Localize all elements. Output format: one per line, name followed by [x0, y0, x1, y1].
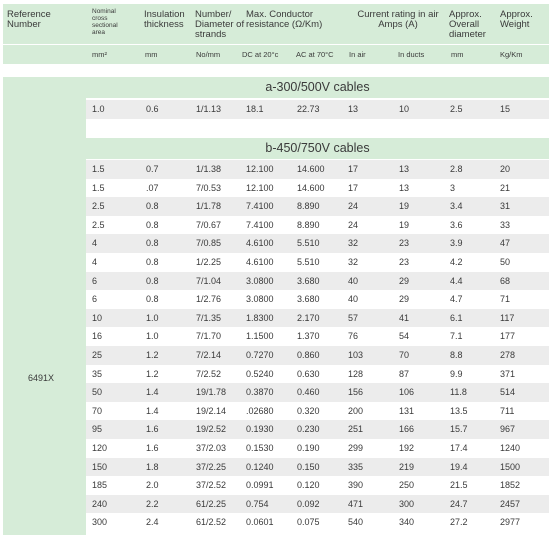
cell-dc-resistance: 18.1: [246, 104, 264, 114]
cell-weight: 1240: [500, 443, 521, 453]
cell-current-in-air: 24: [348, 201, 359, 212]
cell-insulation: 1.0: [146, 312, 159, 323]
cell-diameter: 21.5: [450, 480, 468, 491]
cell-insulation: 0.8: [146, 275, 159, 286]
cell-diameter: 3.6: [450, 219, 463, 230]
cell-dc-resistance: 0.5240: [246, 368, 274, 379]
header-resistance: Max. Conductor resistance (Ω/Km): [246, 9, 323, 30]
section-title-a: a-300/500V cables: [86, 77, 549, 98]
cell-cross-section: 10: [92, 312, 103, 323]
unit-weight: Kg/Km: [500, 50, 523, 59]
cell-cross-section: 185: [92, 480, 108, 491]
cell-strands: 7/1.04: [196, 275, 222, 286]
cell-current-in-ducts: 54: [399, 331, 410, 342]
cell-weight: 1852: [500, 480, 521, 491]
table-row: [86, 216, 549, 235]
unit-ac: AC at 70°C: [296, 50, 334, 59]
unit-dc: DC at 20°c: [242, 50, 279, 59]
cell-weight: 31: [500, 201, 511, 212]
cell-current-in-air: 24: [348, 219, 359, 230]
cell-dc-resistance: 1.1500: [246, 331, 274, 342]
cell-current-in-ducts: 29: [399, 275, 410, 286]
cell-weight: 21: [500, 182, 511, 193]
table-row: [86, 100, 549, 119]
cell-diameter: 2.5: [450, 104, 463, 114]
header-weight: Approx. Weight: [500, 9, 533, 30]
cell-weight: 15: [500, 104, 511, 114]
cell-weight: 47: [500, 238, 511, 249]
section-title-b: b-450/750V cables: [86, 138, 549, 159]
cell-ac-resistance: 3.680: [297, 275, 320, 286]
table-row: [86, 439, 549, 458]
cell-current-in-ducts: 13: [399, 164, 410, 174]
cell-dc-resistance: 0.754: [246, 498, 269, 509]
table-row: [86, 420, 549, 439]
cell-ac-resistance: 0.630: [297, 368, 320, 379]
cell-ac-resistance: 0.075: [297, 517, 320, 528]
cell-diameter: 27.2: [450, 517, 468, 528]
cell-weight: 711: [500, 405, 515, 416]
cell-current-in-air: 103: [348, 350, 364, 360]
table-row: [86, 179, 549, 198]
cell-insulation: 1.6: [146, 424, 159, 435]
cell-dc-resistance: 7.4100: [246, 219, 274, 230]
cell-cross-section: 1.5: [92, 164, 105, 174]
cell-cross-section: 1.0: [92, 104, 105, 114]
cell-current-in-ducts: 13: [399, 182, 410, 193]
cell-strands: 7/1.35: [196, 312, 222, 323]
table-row: [86, 290, 549, 309]
table-header: [3, 4, 549, 44]
cell-cross-section: 4: [92, 257, 98, 267]
cell-dc-resistance: 7.4100: [246, 201, 274, 212]
table-row: [86, 272, 549, 291]
header-current-rating: Current rating in air Amps (A): [357, 9, 439, 30]
cell-strands: 1/1.78: [196, 201, 222, 212]
cell-dc-resistance: 0.1930: [246, 424, 274, 435]
cell-current-in-air: 335: [348, 461, 364, 472]
table-row: [86, 458, 549, 477]
cell-ac-resistance: 8.890: [297, 201, 320, 212]
cell-strands: 19/1.78: [196, 387, 227, 398]
cell-weight: 1500: [500, 461, 521, 472]
cell-current-in-air: 156: [348, 387, 364, 398]
table-row: [86, 253, 549, 272]
cell-current-in-air: 299: [348, 443, 364, 453]
cell-current-in-air: 128: [348, 368, 364, 379]
cell-insulation: 1.4: [146, 405, 159, 416]
cell-ac-resistance: 5.510: [297, 238, 320, 249]
table-row: [86, 197, 549, 216]
header-strands: Number/ Diameter of strands: [195, 9, 245, 40]
cell-cross-section: 240: [92, 498, 108, 509]
header-cross-section: Nominal cross sectional area: [92, 8, 118, 36]
cell-insulation: 1.6: [146, 443, 159, 453]
cell-current-in-ducts: 192: [399, 443, 415, 453]
cell-cross-section: 70: [92, 405, 103, 416]
cell-ac-resistance: 1.370: [297, 331, 320, 342]
cell-dc-resistance: 0.3870: [246, 387, 274, 398]
cell-current-in-ducts: 19: [399, 219, 410, 230]
cell-cross-section: 1.5: [92, 182, 105, 193]
cell-strands: 7/1.70: [196, 331, 222, 342]
table-row: [86, 495, 549, 514]
cell-strands: 19/2.14: [196, 405, 227, 416]
table-row: [86, 346, 549, 365]
cell-current-in-air: 32: [348, 238, 359, 249]
cell-ac-resistance: 14.600: [297, 164, 325, 174]
table-row: [86, 234, 549, 253]
cell-current-in-air: 57: [348, 312, 359, 323]
cell-ac-resistance: 0.092: [297, 498, 320, 509]
cell-dc-resistance: 0.7270: [246, 350, 274, 360]
cell-insulation: 1.8: [146, 461, 159, 472]
cell-dc-resistance: 12.100: [246, 182, 274, 193]
cell-current-in-air: 40: [348, 294, 359, 305]
cell-insulation: 0.8: [146, 294, 159, 305]
cell-current-in-air: 76: [348, 331, 359, 342]
cell-ac-resistance: 14.600: [297, 182, 325, 193]
cell-insulation: 0.6: [146, 104, 159, 114]
cell-current-in-air: 13: [348, 104, 359, 114]
unit-diameter: mm: [451, 50, 464, 59]
cell-insulation: 1.0: [146, 331, 159, 342]
cell-cross-section: 6: [92, 294, 98, 305]
cell-strands: 19/2.52: [196, 424, 227, 435]
cell-insulation: 1.2: [146, 350, 159, 360]
cell-strands: 7/0.67: [196, 219, 222, 230]
cell-cross-section: 300: [92, 517, 108, 528]
cell-cross-section: 4: [92, 238, 98, 249]
cell-current-in-ducts: 23: [399, 238, 410, 249]
cell-weight: 33: [500, 219, 511, 230]
cell-diameter: 15.7: [450, 424, 468, 435]
reference-number: 6491X: [28, 373, 55, 383]
cell-strands: 7/2.52: [196, 368, 222, 379]
cell-insulation: 2.0: [146, 480, 159, 491]
cell-current-in-air: 251: [348, 424, 364, 435]
cell-cross-section: 25: [92, 350, 103, 360]
cell-ac-resistance: 0.120: [297, 480, 320, 491]
cell-strands: 7/0.53: [196, 182, 222, 193]
cell-diameter: 8.8: [450, 350, 463, 360]
table-row: [86, 365, 549, 384]
cell-ac-resistance: 0.860: [297, 350, 320, 360]
cell-strands: 7/0.85: [196, 238, 222, 249]
cell-insulation: 2.2: [146, 498, 159, 509]
cell-weight: 20: [500, 164, 511, 174]
table-row: [86, 476, 549, 495]
cell-current-in-air: 540: [348, 517, 364, 528]
cell-current-in-ducts: 19: [399, 201, 410, 212]
unit-in-ducts: In ducts: [398, 50, 425, 59]
cell-strands: 1/2.25: [196, 257, 222, 267]
cell-diameter: 4.2: [450, 257, 463, 267]
cell-dc-resistance: 12.100: [246, 164, 274, 174]
cell-cross-section: 50: [92, 387, 103, 398]
cell-strands: 7/2.14: [196, 350, 222, 360]
table-row: [86, 383, 549, 402]
cell-current-in-ducts: 70: [399, 350, 410, 360]
cell-diameter: 19.4: [450, 461, 468, 472]
table-row: [86, 309, 549, 328]
table-row: [86, 402, 549, 421]
cell-dc-resistance: 4.6100: [246, 257, 274, 267]
cell-ac-resistance: 8.890: [297, 219, 320, 230]
cell-current-in-ducts: 219: [399, 461, 415, 472]
cell-strands: 1/1.13: [196, 104, 222, 114]
cell-weight: 514: [500, 387, 516, 398]
units-row: [3, 44, 549, 64]
cell-current-in-air: 390: [348, 480, 364, 491]
cell-strands: 61/2.25: [196, 498, 227, 509]
unit-in-air: In air: [349, 50, 366, 59]
cell-strands: 1/1.38: [196, 164, 222, 174]
cell-weight: 967: [500, 424, 516, 435]
cell-current-in-ducts: 10: [399, 104, 410, 114]
cell-weight: 68: [500, 275, 511, 286]
cell-cross-section: 2.5: [92, 201, 105, 212]
cell-insulation: 0.8: [146, 257, 159, 267]
table-row: [86, 513, 549, 532]
cell-diameter: 4.7: [450, 294, 463, 305]
cell-current-in-air: 200: [348, 405, 364, 416]
cell-insulation: 0.7: [146, 164, 159, 174]
cell-diameter: 3.4: [450, 201, 463, 212]
cell-strands: 61/2.52: [196, 517, 227, 528]
cell-dc-resistance: 3.0800: [246, 294, 274, 305]
cell-diameter: 9.9: [450, 368, 463, 379]
cell-weight: 371: [500, 368, 516, 379]
cell-current-in-ducts: 87: [399, 368, 410, 379]
cell-ac-resistance: 5.510: [297, 257, 320, 267]
reference-column: [3, 77, 86, 535]
unit-insulation: mm: [145, 50, 158, 59]
cell-ac-resistance: 0.150: [297, 461, 320, 472]
cell-diameter: 13.5: [450, 405, 468, 416]
cell-diameter: 17.4: [450, 443, 468, 453]
cell-insulation: 1.2: [146, 368, 159, 379]
cell-current-in-ducts: 340: [399, 517, 415, 528]
cell-diameter: 6.1: [450, 312, 463, 323]
cell-weight: 50: [500, 257, 511, 267]
cell-weight: 177: [500, 331, 516, 342]
cell-dc-resistance: .02680: [246, 405, 274, 416]
cell-current-in-air: 40: [348, 275, 359, 286]
cell-cross-section: 150: [92, 461, 108, 472]
cell-ac-resistance: 0.230: [297, 424, 320, 435]
cell-ac-resistance: 0.460: [297, 387, 320, 398]
cell-cross-section: 16: [92, 331, 103, 342]
cell-diameter: 4.4: [450, 275, 463, 286]
cell-current-in-ducts: 250: [399, 480, 415, 491]
header-insulation: Insulation thickness: [144, 9, 185, 30]
cell-dc-resistance: 4.6100: [246, 238, 274, 249]
cell-cross-section: 95: [92, 424, 103, 435]
cell-strands: 37/2.03: [196, 443, 227, 453]
unit-strands: No/mm: [196, 50, 221, 59]
cell-current-in-air: 17: [348, 182, 359, 193]
cell-ac-resistance: 0.320: [297, 405, 320, 416]
cell-current-in-ducts: 106: [399, 387, 415, 398]
cell-dc-resistance: 0.0601: [246, 517, 274, 528]
cell-current-in-ducts: 23: [399, 257, 410, 267]
cell-weight: 2457: [500, 498, 521, 509]
cell-insulation: 0.8: [146, 238, 159, 249]
cell-weight: 2977: [500, 517, 521, 528]
cell-dc-resistance: 3.0800: [246, 275, 274, 286]
cell-current-in-air: 32: [348, 257, 359, 267]
cell-ac-resistance: 2.170: [297, 312, 320, 323]
unit-cross-section: mm²: [92, 50, 107, 59]
cell-diameter: 24.7: [450, 498, 468, 509]
cell-current-in-air: 17: [348, 164, 359, 174]
cell-dc-resistance: 0.0991: [246, 480, 274, 491]
table-row: [86, 160, 549, 179]
cell-current-in-air: 471: [348, 498, 364, 509]
header-diameter: Approx. Overall diameter: [449, 9, 486, 40]
cell-weight: 278: [500, 350, 516, 360]
cell-insulation: 0.8: [146, 219, 159, 230]
cell-insulation: 2.4: [146, 517, 159, 528]
cell-ac-resistance: 3.680: [297, 294, 320, 305]
cell-diameter: 3: [450, 182, 456, 193]
cell-strands: 37/2.25: [196, 461, 227, 472]
cell-current-in-ducts: 300: [399, 498, 415, 509]
cell-strands: 37/2.52: [196, 480, 227, 491]
cell-dc-resistance: 1.8300: [246, 312, 274, 323]
cell-insulation: 0.8: [146, 201, 159, 212]
cell-weight: 117: [500, 312, 515, 323]
cell-diameter: 11.8: [450, 387, 467, 398]
cell-dc-resistance: 0.1530: [246, 443, 274, 453]
cell-weight: 71: [500, 294, 511, 305]
cell-ac-resistance: 22.73: [297, 104, 320, 114]
cell-current-in-ducts: 166: [399, 424, 415, 435]
cell-current-in-ducts: 41: [399, 312, 410, 323]
cell-insulation: .07: [146, 182, 159, 193]
cell-cross-section: 2.5: [92, 219, 105, 230]
cell-diameter: 2.8: [450, 164, 463, 174]
cell-current-in-ducts: 29: [399, 294, 410, 305]
cell-insulation: 1.4: [146, 387, 159, 398]
cell-cross-section: 6: [92, 275, 98, 286]
table-row: [86, 327, 549, 346]
cell-cross-section: 35: [92, 368, 103, 379]
cell-diameter: 3.9: [450, 238, 463, 249]
cell-strands: 1/2.76: [196, 294, 222, 305]
header-reference-number: Reference Number: [7, 9, 51, 30]
cell-current-in-ducts: 131: [399, 405, 415, 416]
cell-cross-section: 120: [92, 443, 108, 453]
cell-ac-resistance: 0.190: [297, 443, 320, 453]
cell-dc-resistance: 0.1240: [246, 461, 274, 472]
cell-diameter: 7.1: [450, 331, 463, 342]
